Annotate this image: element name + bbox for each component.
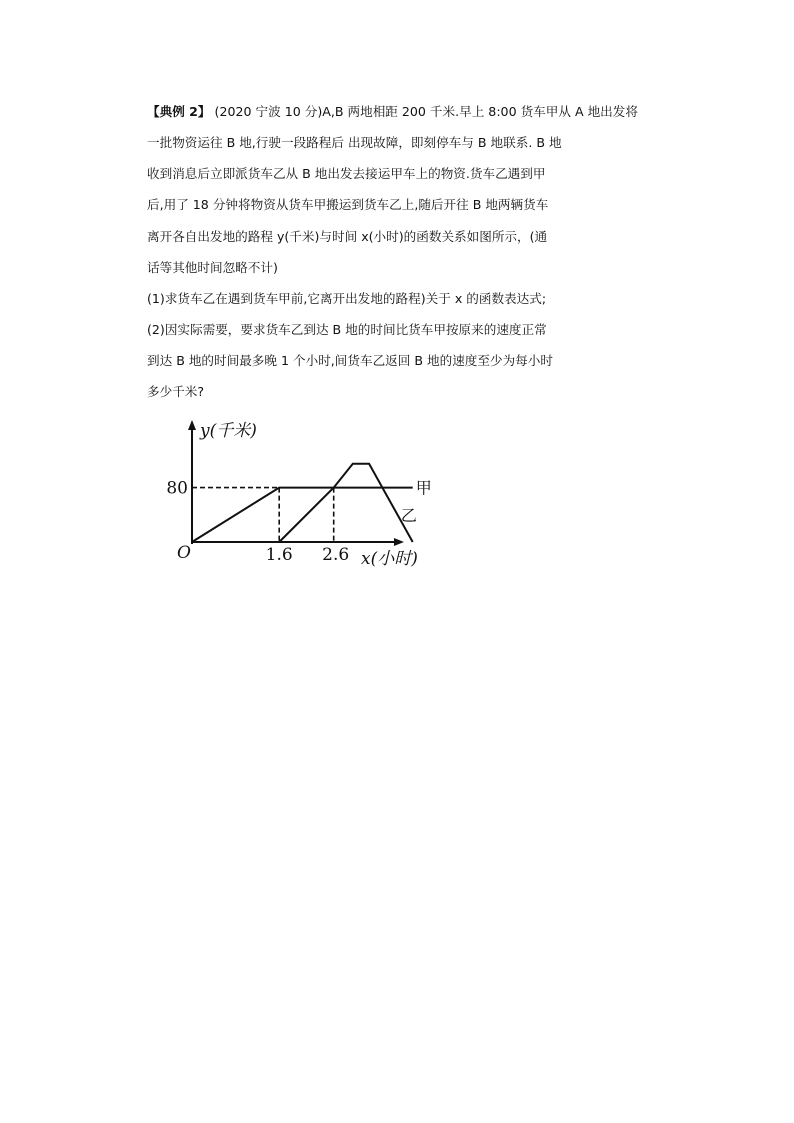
series-yi-line: [279, 464, 413, 542]
question-2-line-3: 多少千米?: [147, 384, 205, 399]
y-axis-label: y(千米): [200, 421, 257, 441]
series-jia-label: 甲: [415, 478, 432, 498]
problem-line-6: 话等其他时间忽略不计): [147, 260, 278, 275]
x-axis-label: x(小时): [361, 549, 418, 569]
origin-label: O: [177, 543, 191, 563]
problem-line-4: 后,用了 18 分钟将物资从货车甲搬运到货车乙上,随后开往 B 地两辆货车: [147, 197, 549, 212]
y-axis-arrow: [188, 420, 196, 430]
problem-line-2: 一批物资运往 B 地,行驶一段路程后 出现故障，即刻停车与 B 地联系. B 地: [147, 135, 562, 150]
problem-line-5: 离开各自出发地的路程 y(千米)与时间 x(小时)的函数关系如图所示，(通: [147, 229, 548, 244]
problem-line-1: [147, 103, 638, 121]
x-tick-2-6: 2.6: [322, 545, 350, 565]
question-1: (1)求货车乙在遇到货车甲前,它离开出发地的路程)关于 x 的函数表达式;: [147, 291, 547, 306]
y-tick-80: 80: [166, 478, 188, 499]
series-yi-label: 乙: [400, 505, 417, 525]
question-2-line-1: (2)因实际需要，要求货车乙到达 B 地的时间比货车甲按原来的速度正常: [147, 322, 547, 337]
problem-line-3: 收到消息后立即派货车乙从 B 地出发去接运甲车上的物资.货车乙遇到甲: [147, 166, 546, 181]
x-tick-1-6: 1.6: [265, 545, 293, 565]
problem-label: 【典例 2】: [147, 104, 211, 119]
question-2-line-2: 到达 B 地的时间最多晚 1 个小时,间货车乙返回 B 地的速度至少为每小时: [147, 353, 553, 368]
series-jia-line: [192, 488, 413, 542]
x-axis-arrow: [394, 538, 404, 546]
problem-line-text: (2020 宁波 10 分)A,B 两地相距 200 千米.早上 8:00 货车甲从 A 地出发将: [214, 104, 638, 119]
function-graph: [160, 418, 440, 578]
